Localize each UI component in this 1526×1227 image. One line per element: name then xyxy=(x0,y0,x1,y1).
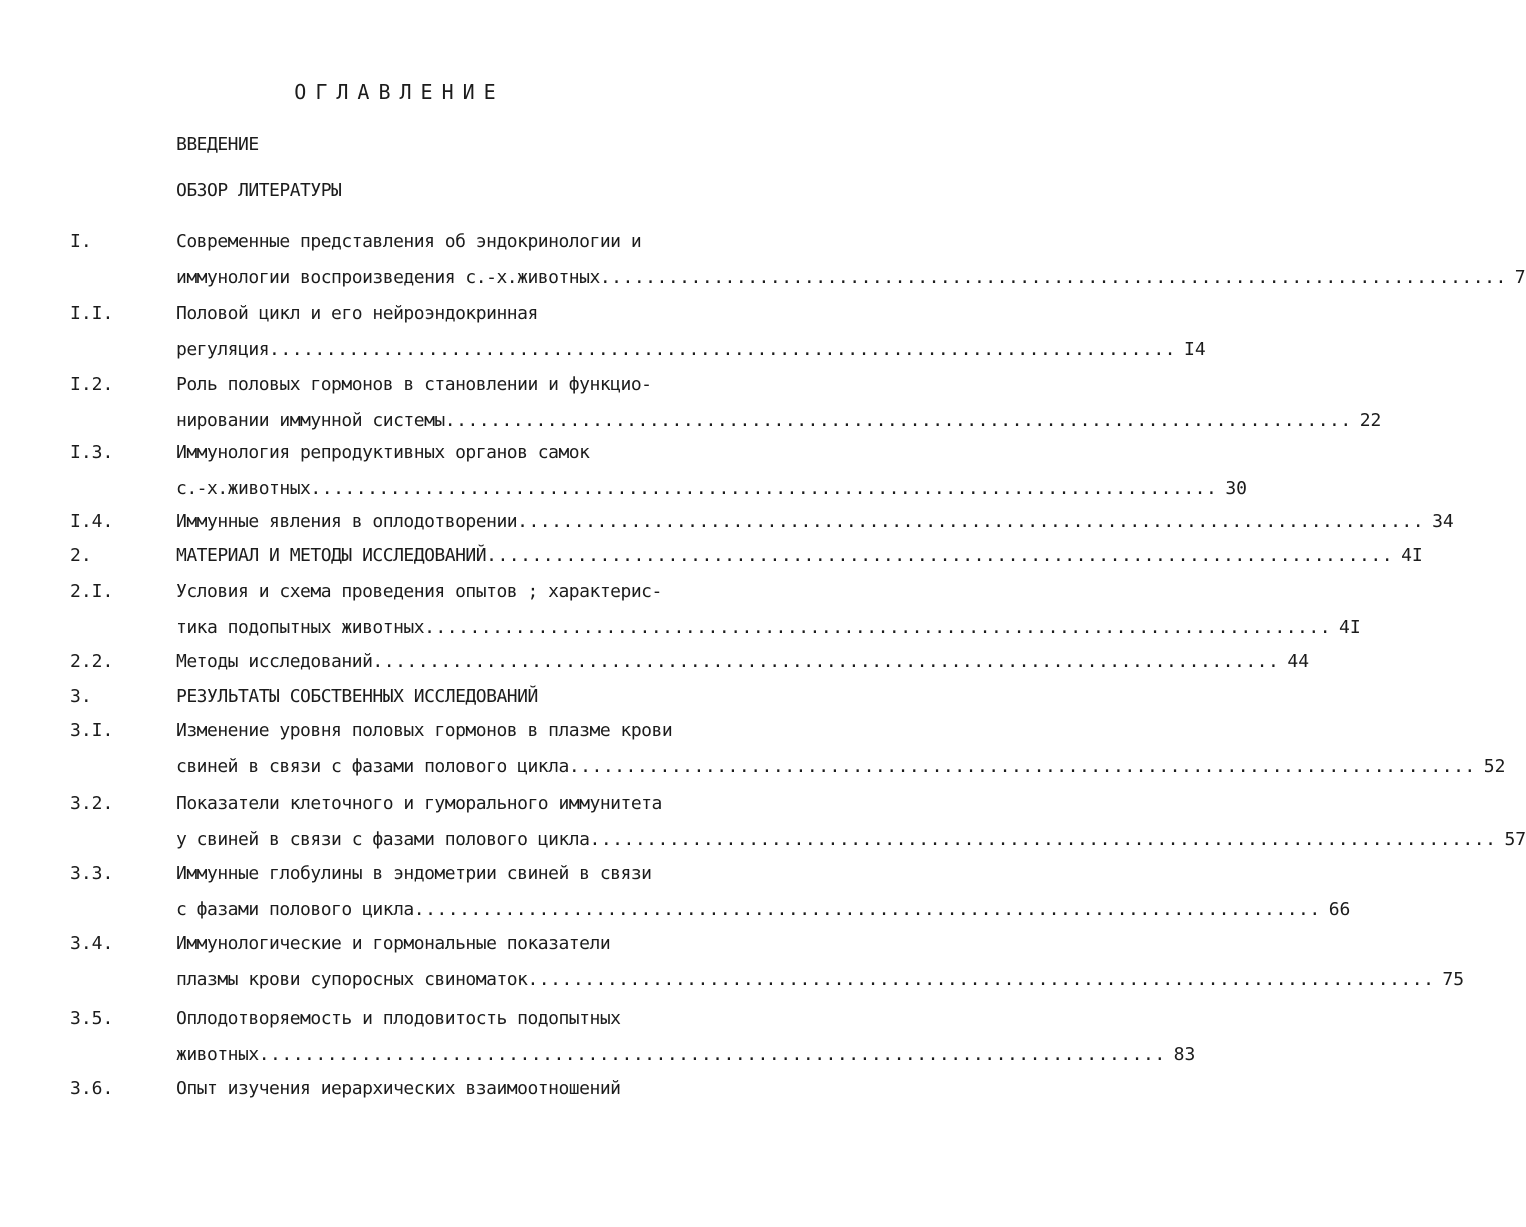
toc-entry-page-number: 30 xyxy=(1225,478,1248,499)
toc-entry-number: I.I. xyxy=(70,303,114,324)
toc-entry-number: I.4. xyxy=(70,511,114,532)
toc-entry-title: регуляция xyxy=(176,339,270,360)
toc-entry-number: 2.I. xyxy=(70,581,114,602)
toc-entry-line xyxy=(0,545,1423,577)
toc-entry-title: Условия и схема проведения опытов ; характерис- xyxy=(176,581,662,602)
toc-entry-number: 3.I. xyxy=(70,720,114,741)
dot-leader: ................................................................................ xyxy=(413,899,1321,920)
dot-leader: ................................................................................ xyxy=(527,969,1435,990)
toc-entry-line xyxy=(0,478,1248,510)
toc-entry-line xyxy=(0,374,799,406)
toc-entry-line xyxy=(0,863,799,895)
toc-entry-leader-row xyxy=(176,617,1361,638)
toc-entry-title: Опыт изучения иерархических взаимоотношений xyxy=(176,1078,621,1099)
toc-entry-title: Роль половых гормонов в становлении и функцио- xyxy=(176,374,652,395)
toc-entry-leader-row xyxy=(176,267,1526,288)
toc-entry-title: РЕЗУЛЬТАТЫ СОБСТВЕННЫХ ИССЛЕДОВАНИЙ xyxy=(176,686,538,707)
toc-entry-leader-row xyxy=(176,899,1351,920)
toc-entry-line xyxy=(0,933,799,965)
toc-entry-title: у свиней в связи с фазами полового цикла xyxy=(176,829,590,850)
toc-entry-number: I. xyxy=(70,231,92,252)
toc-entry-title: Методы исследований xyxy=(176,651,373,672)
toc-entry-title: Показатели клеточного и гуморального иммунитета xyxy=(176,793,662,814)
toc-entry-line xyxy=(0,686,799,718)
toc-entry-page-number: 44 xyxy=(1287,651,1310,672)
toc-entry-leader-row xyxy=(176,1044,1196,1065)
toc-entry-line xyxy=(0,442,799,474)
toc-entry-line xyxy=(0,410,1382,442)
toc-entry-number: I.2. xyxy=(70,374,114,395)
toc-entry-title: с.-х.животных xyxy=(176,478,311,499)
toc-entry-leader-row xyxy=(176,545,1423,566)
toc-entry-line xyxy=(0,793,799,825)
toc-entry-line xyxy=(0,1044,1196,1076)
toc-entry-title: плазмы крови супоросных свиноматок xyxy=(176,969,528,990)
toc-entry-title: Современные представления об эндокринологии и xyxy=(176,231,642,252)
toc-entry-number: 2.2. xyxy=(70,651,114,672)
dot-leader: ................................................................................ xyxy=(486,545,1394,566)
toc-entry-line xyxy=(0,651,1310,683)
toc-entry-number: 3.6. xyxy=(70,1078,114,1099)
toc-entry-page-number: 34 xyxy=(1432,511,1454,532)
toc-entry-leader-row xyxy=(176,339,1206,360)
toc-entry-title: Иммунологические и гормональные показатели xyxy=(176,933,611,954)
toc-entry-line xyxy=(0,267,1526,299)
toc-entry-line xyxy=(0,511,1454,543)
toc-entry-number: 3.4. xyxy=(70,933,114,954)
toc-entry-leader-row xyxy=(176,478,1248,499)
toc-entry-title: свиней в связи с фазами полового цикла xyxy=(176,756,569,777)
toc-entry-page-number: 4I xyxy=(1401,545,1423,566)
toc-entry-line xyxy=(0,617,1361,649)
toc-entry-page-number: 57 xyxy=(1504,829,1526,850)
toc-entry-line xyxy=(0,720,799,752)
toc-entry-page-number: 22 xyxy=(1359,410,1382,431)
toc-entry-number: 3.3. xyxy=(70,863,114,884)
toc-entry-title: Иммунология репродуктивных органов самок xyxy=(176,442,590,463)
toc-entry-title: Оплодотворяемость и плодовитость подопытных xyxy=(176,1008,621,1029)
toc-entry-line xyxy=(0,339,1206,371)
dot-leader: ................................................................................ xyxy=(589,829,1497,850)
toc-entry-title: Половой цикл и его нейроэндокринная xyxy=(176,303,538,324)
dot-leader: ................................................................................ xyxy=(444,410,1352,431)
toc-entry-title: тика подопытных животных xyxy=(176,617,425,638)
toc-entry-page-number: 7 xyxy=(1514,267,1526,288)
section-heading-intro: ВВЕДЕНИЕ xyxy=(176,134,259,155)
toc-entry-leader-row xyxy=(176,829,1526,850)
dot-leader: ................................................................................ xyxy=(258,1044,1166,1065)
toc-entry-number: 2. xyxy=(70,545,92,566)
toc-entry-title: Иммунные явления в оплодотворении xyxy=(176,511,518,532)
toc-entry-number: 3. xyxy=(70,686,92,707)
section-heading-review: ОБЗОР ЛИТЕРАТУРЫ xyxy=(176,180,342,201)
toc-entry-title: иммунологии воспроизведения с.-х.животных xyxy=(176,267,600,288)
toc-entry-line xyxy=(0,231,799,263)
toc-entry-leader-row xyxy=(176,756,1506,777)
dot-leader: ................................................................................ xyxy=(568,756,1476,777)
toc-entry-page-number: 4I xyxy=(1339,617,1361,638)
toc-entry-title: с фазами полового цикла xyxy=(176,899,414,920)
dot-leader: ................................................................................ xyxy=(310,478,1218,499)
toc-entry-line xyxy=(0,756,1506,788)
toc-entry-line xyxy=(0,1008,799,1040)
dot-leader: ................................................................................ xyxy=(517,511,1425,532)
toc-entry-line xyxy=(0,899,1351,931)
toc-entry-title: нировании иммунной системы xyxy=(176,410,445,431)
toc-entry-leader-row xyxy=(176,651,1310,672)
toc-entry-leader-row xyxy=(176,410,1382,431)
dot-leader: ................................................................................ xyxy=(269,339,1176,360)
toc-entry-page-number: 83 xyxy=(1173,1044,1196,1065)
toc-entry-line xyxy=(0,303,799,335)
toc-entry-line xyxy=(0,829,1526,861)
page-title: ОГЛАВЛЕНИЕ xyxy=(294,80,505,104)
toc-entry-page-number: 66 xyxy=(1328,899,1351,920)
toc-entry-leader-row xyxy=(176,511,1454,532)
toc-entry-title: Иммунные глобулины в эндометрии свиней в связи xyxy=(176,863,652,884)
dot-leader: ................................................................................ xyxy=(424,617,1332,638)
toc-entry-leader-row xyxy=(176,969,1465,990)
dot-leader: ................................................................................ xyxy=(372,651,1280,672)
dot-leader: ................................................................................ xyxy=(599,267,1507,288)
toc-entry-number: 3.2. xyxy=(70,793,114,814)
toc-entry-line xyxy=(0,969,1465,1001)
toc-entry-title: животных xyxy=(176,1044,259,1065)
toc-entry-page-number: I4 xyxy=(1184,339,1206,360)
toc-entry-number: 3.5. xyxy=(70,1008,114,1029)
toc-entry-line xyxy=(0,581,799,613)
toc-entry-page-number: 52 xyxy=(1483,756,1506,777)
toc-entry-title: Изменение уровня половых гормонов в плазме крови xyxy=(176,720,673,741)
toc-entry-title: МАТЕРИАЛ И МЕТОДЫ ИССЛЕДОВАНИЙ xyxy=(176,545,487,566)
toc-entry-line xyxy=(0,1078,799,1110)
toc-entry-number: I.3. xyxy=(70,442,114,463)
toc-entry-page-number: 75 xyxy=(1442,969,1465,990)
